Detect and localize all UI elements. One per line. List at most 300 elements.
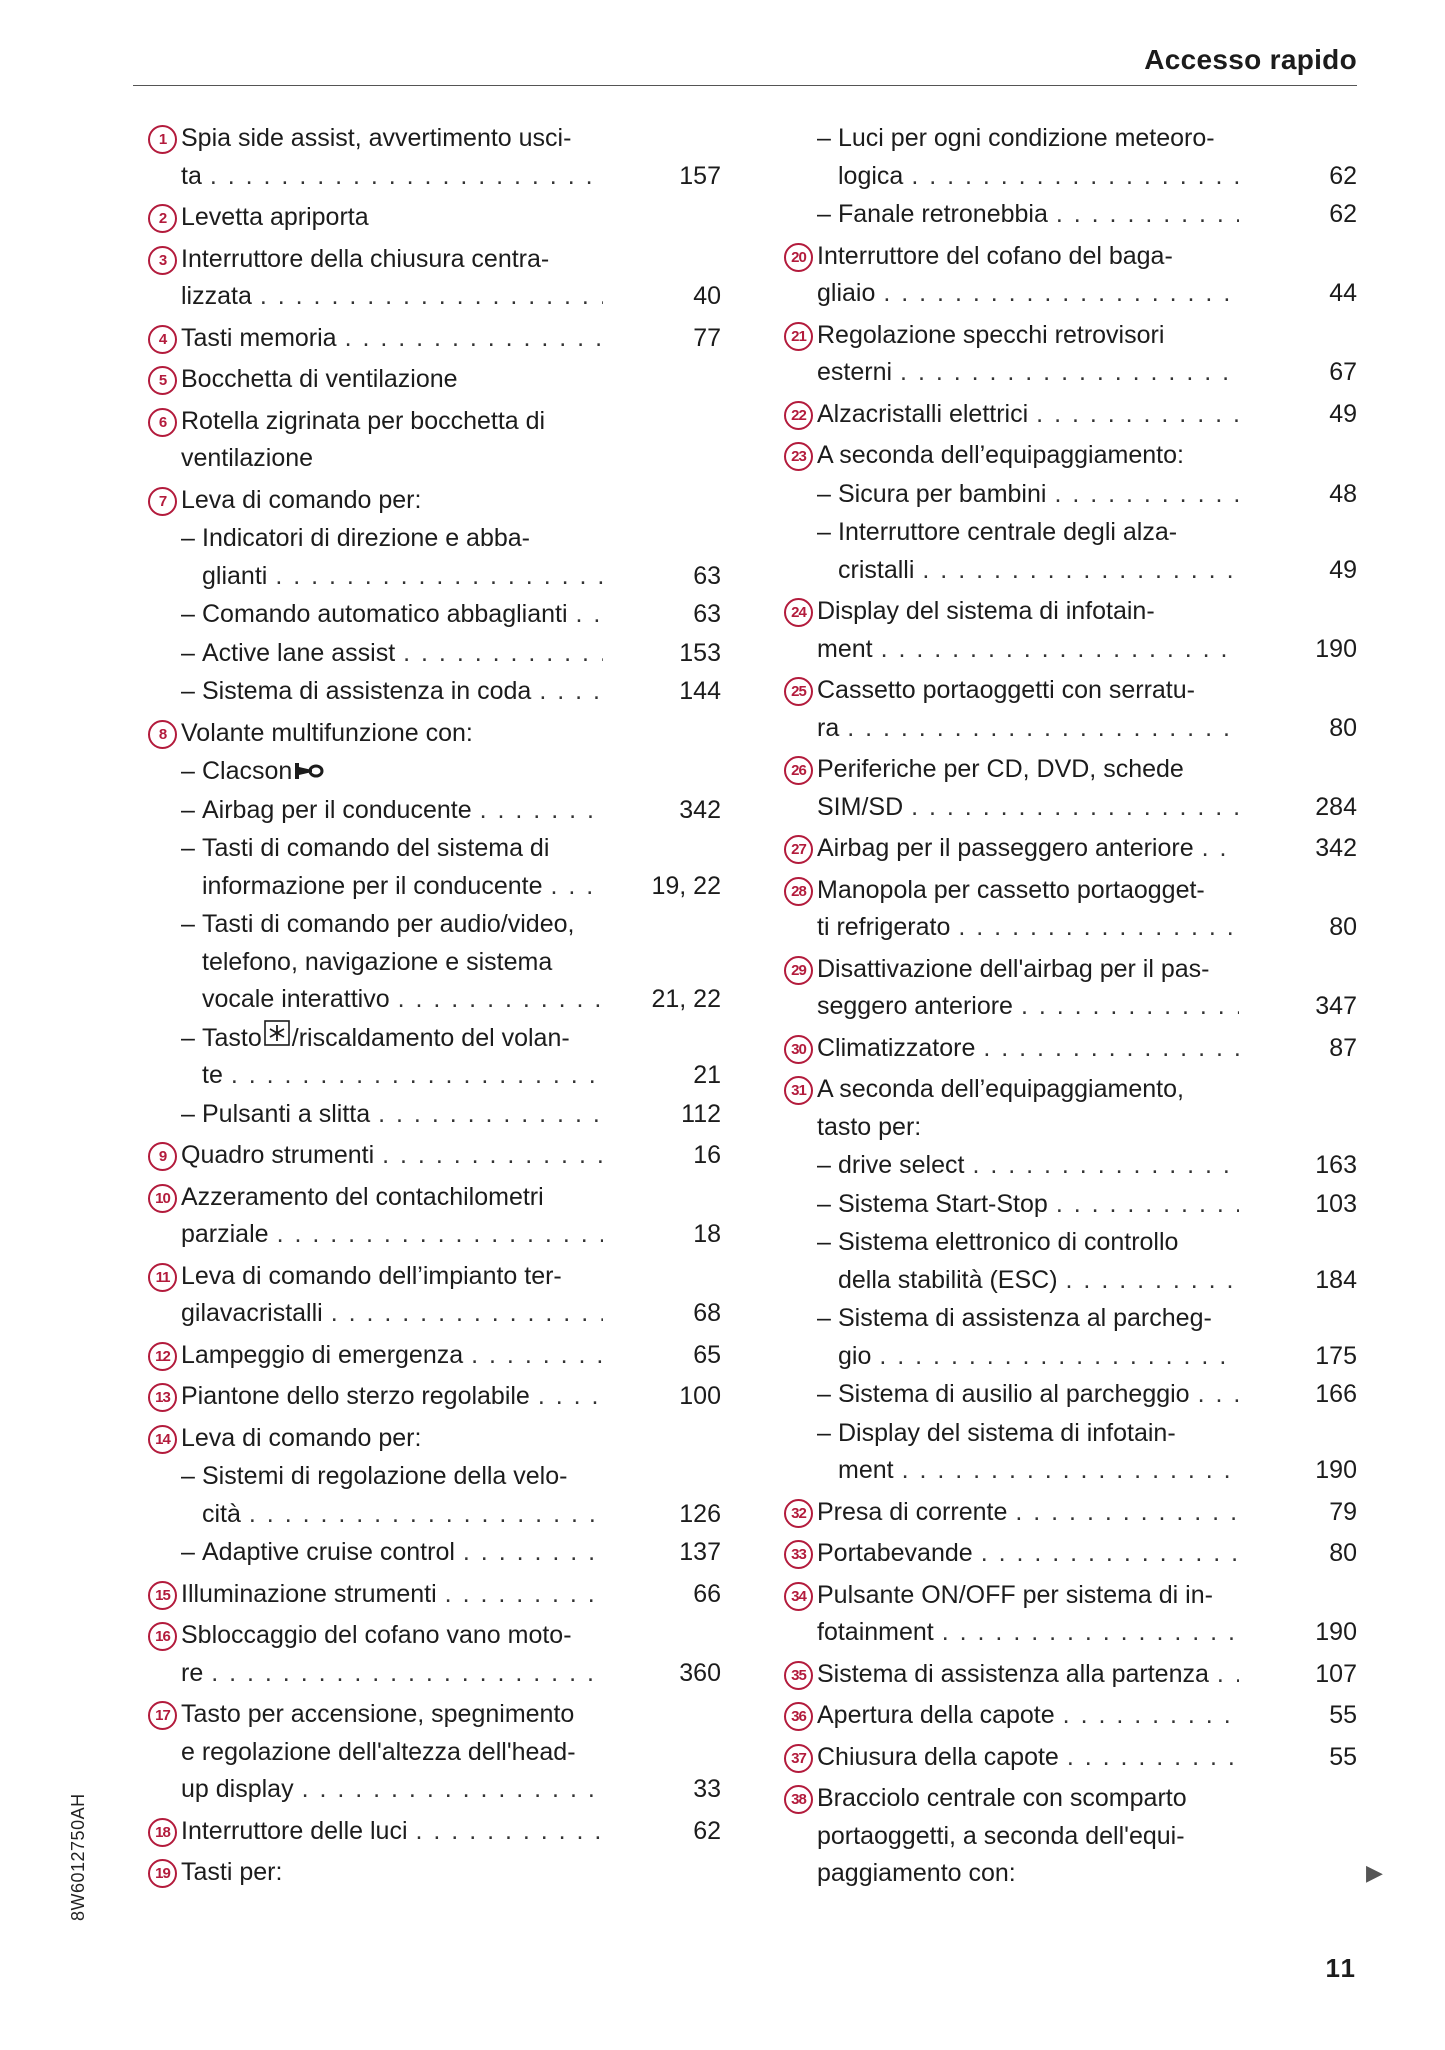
index-entry[interactable] (148, 1420, 721, 1458)
page-reference[interactable]: 66 (693, 1579, 721, 1608)
page-reference[interactable]: 62 (1329, 200, 1357, 228)
entry-line (181, 120, 721, 158)
entry-line (817, 751, 1357, 789)
entry-text: lizzata (181, 282, 252, 310)
entry-text: Rotella zigrinata per bocchetta di (181, 406, 546, 435)
entry-line (202, 1458, 721, 1496)
sub-item[interactable] (784, 1186, 1357, 1224)
page-reference[interactable]: 103 (1315, 1189, 1357, 1218)
page-reference[interactable]: 153 (679, 638, 721, 667)
page-reference[interactable]: 79 (1329, 1497, 1357, 1526)
page-reference[interactable]: 163 (1315, 1151, 1357, 1179)
entry-line (202, 981, 721, 1019)
index-entry[interactable] (784, 751, 1357, 826)
entry-text: Lampeggio di emergenza (181, 1340, 464, 1369)
entry-line (202, 596, 721, 634)
entry-line (181, 1696, 721, 1734)
entry-line (181, 1258, 721, 1296)
index-entry[interactable] (784, 1071, 1357, 1146)
entry-line (817, 872, 1357, 910)
callout-number-badge: 12 (148, 1342, 177, 1371)
callout-number-badge: 10 (148, 1184, 177, 1213)
dot-leader (1048, 196, 1239, 234)
entry-text: gliaio (817, 279, 876, 307)
dot-leader (892, 354, 1239, 392)
entry-text: Climatizzatore (817, 1033, 976, 1062)
page-reference[interactable]: 65 (693, 1340, 721, 1369)
dot-leader (914, 552, 1239, 590)
entry-line (817, 1780, 1357, 1818)
dot-leader (267, 558, 603, 596)
callout-number-badge: 7 (148, 487, 177, 516)
callout-number-badge: 20 (784, 243, 813, 272)
index-entry[interactable] (784, 1535, 1357, 1573)
entry-line (838, 196, 1357, 234)
page-reference[interactable]: 87 (1329, 1033, 1357, 1062)
entry-line (838, 1338, 1357, 1376)
index-entry[interactable] (784, 1656, 1357, 1694)
index-entry[interactable] (148, 1337, 721, 1375)
entry-line (817, 1818, 1357, 1856)
page-reference[interactable]: 21 (693, 1061, 721, 1089)
sub-item[interactable] (148, 635, 721, 673)
page-reference[interactable]: 284 (1315, 792, 1357, 821)
entry-text: Airbag per il passeggero anteriore (817, 834, 1194, 862)
callout-number-badge: 18 (148, 1818, 177, 1847)
entry-line (181, 403, 721, 441)
index-entry[interactable] (784, 593, 1357, 668)
page-reference[interactable]: 126 (679, 1499, 721, 1528)
dot-leader (455, 1534, 603, 1572)
sub-item[interactable] (784, 476, 1357, 514)
page-reference[interactable]: 190 (1315, 1456, 1357, 1484)
entry-text: Tasti per: (181, 1858, 283, 1886)
index-entry[interactable] (784, 437, 1357, 475)
entry-line (817, 988, 1357, 1026)
page-reference[interactable]: 342 (1315, 834, 1357, 862)
dash-bullet: – (817, 1418, 831, 1447)
callout-number-badge: 15 (148, 1581, 177, 1610)
entry-text: Leva di comando per: (181, 485, 422, 514)
entry-line (181, 1617, 721, 1655)
page-reference[interactable]: 33 (693, 1775, 721, 1803)
entry-text: Spia side assist, avvertimento usci- (181, 124, 572, 152)
index-entry[interactable] (784, 317, 1357, 392)
entry-line (817, 909, 1357, 947)
entry-line (817, 317, 1357, 355)
entry-text: Leva di comando dell’impianto ter- (181, 1261, 562, 1290)
entry-line (817, 830, 1357, 868)
dot-leader (1190, 1376, 1239, 1414)
entry-text: Interruttore della chiusura centra- (181, 244, 550, 273)
dash-bullet: – (181, 795, 195, 824)
page-reference[interactable]: 190 (1315, 1618, 1357, 1646)
page-reference[interactable]: 80 (1329, 1539, 1357, 1567)
entry-line (838, 1147, 1357, 1185)
sub-item[interactable] (148, 520, 721, 595)
index-entry[interactable] (148, 120, 721, 195)
dot-leader (839, 710, 1239, 748)
entry-text: re (181, 1658, 204, 1687)
entry-line (838, 1224, 1357, 1262)
index-entry[interactable] (784, 1494, 1357, 1532)
entry-line (817, 354, 1357, 392)
entry-line (181, 199, 721, 237)
entry-text: Interruttore centrale degli alza- (838, 518, 1178, 546)
entry-text: ment (838, 1456, 894, 1484)
sub-item[interactable] (784, 1300, 1357, 1375)
page-reference[interactable]: 62 (693, 1816, 721, 1845)
index-entry[interactable] (148, 1696, 721, 1809)
page-reference[interactable]: 19, 22 (651, 871, 721, 900)
entry-line (202, 520, 721, 558)
entry-line (181, 715, 721, 753)
entry-line (202, 1020, 721, 1058)
callout-number-badge: 17 (148, 1701, 177, 1730)
dot-leader (202, 158, 603, 196)
dot-leader (568, 596, 603, 634)
entry-text: telefono, navigazione e sistema (202, 947, 553, 976)
sub-item[interactable] (148, 673, 721, 711)
index-entry[interactable] (784, 1577, 1357, 1652)
entry-text: Manopola per cassetto portaogget- (817, 875, 1205, 904)
callout-number-badge: 2 (148, 204, 177, 233)
entry-text: Display del sistema di infotain- (817, 597, 1155, 625)
entry-text: Pulsanti a slitta (202, 1099, 371, 1128)
index-entry[interactable] (784, 1739, 1357, 1777)
sub-item[interactable] (148, 1020, 721, 1095)
index-entry[interactable] (784, 672, 1357, 747)
entry-line (817, 672, 1357, 710)
callout-number-badge: 9 (148, 1142, 177, 1171)
entry-line (817, 1739, 1357, 1777)
dot-leader (294, 1771, 603, 1809)
dot-leader (1058, 1262, 1239, 1300)
dash-bullet: – (181, 638, 195, 667)
callout-number-badge: 25 (784, 677, 813, 706)
entry-text: Interruttore del cofano del baga- (817, 241, 1173, 270)
page-reference[interactable]: 49 (1329, 399, 1357, 428)
entry-line (181, 1854, 721, 1892)
page-reference[interactable]: 80 (1329, 713, 1357, 742)
index-entry[interactable] (148, 1813, 721, 1851)
sub-item[interactable] (784, 120, 1357, 195)
entry-text: SIM/SD (817, 792, 904, 821)
index-entry[interactable] (148, 715, 721, 753)
sub-item[interactable] (784, 196, 1357, 234)
callout-number-badge: 27 (784, 835, 813, 864)
entry-line (202, 558, 721, 596)
sub-item[interactable] (784, 514, 1357, 589)
dot-leader (1046, 476, 1239, 514)
entry-text: Illuminazione strumenti (181, 1579, 437, 1608)
entry-line (181, 1655, 721, 1693)
dot-leader (437, 1576, 603, 1614)
index-entry[interactable] (148, 199, 721, 237)
index-entry[interactable] (148, 361, 721, 399)
entry-line (202, 792, 721, 830)
page-reference[interactable]: 63 (693, 600, 721, 628)
dot-leader (252, 278, 603, 316)
entry-line (181, 1576, 721, 1614)
entry-line (838, 476, 1357, 514)
page-reference[interactable]: 100 (679, 1382, 721, 1410)
entry-text: Tasti di comando per audio/video, (202, 910, 575, 938)
dot-leader (374, 1137, 603, 1175)
index-entry[interactable] (148, 1617, 721, 1692)
dot-leader (964, 1147, 1239, 1185)
entry-line (181, 1771, 721, 1809)
entry-text: Quadro strumenti (181, 1141, 375, 1169)
entry-line (202, 944, 721, 982)
dash-bullet: – (817, 1189, 831, 1218)
dash-bullet: – (181, 834, 195, 862)
entry-line (181, 320, 721, 358)
entry-line (202, 1534, 721, 1572)
index-entry[interactable] (148, 1576, 721, 1614)
callout-number-badge: 29 (784, 956, 813, 985)
dot-leader (1007, 1494, 1239, 1532)
entry-text: up display (181, 1775, 294, 1803)
callout-number-badge: 37 (784, 1744, 813, 1773)
callout-number-badge: 23 (784, 442, 813, 471)
dash-bullet: – (181, 600, 195, 628)
entry-line (202, 906, 721, 944)
entry-text: Periferiche per CD, DVD, schede (817, 755, 1184, 783)
entry-text: Luci per ogni condizione meteoro- (838, 124, 1215, 152)
entry-line (817, 1697, 1357, 1735)
index-entry[interactable] (148, 1258, 721, 1333)
entry-text-part: Clacson (202, 757, 293, 785)
entry-text: gilavacristalli (181, 1299, 323, 1327)
dot-leader (203, 1655, 603, 1693)
page-reference[interactable]: 175 (1315, 1341, 1357, 1370)
dot-leader (875, 275, 1239, 313)
entry-line (817, 1614, 1357, 1652)
page-reference[interactable]: 49 (1329, 555, 1357, 584)
entry-line (202, 830, 721, 868)
entry-text: ti refrigerato (817, 913, 951, 941)
entry-line (817, 238, 1357, 276)
entry-line (838, 514, 1357, 552)
dot-leader (1059, 1739, 1239, 1777)
index-entry[interactable] (784, 872, 1357, 947)
entry-text: Airbag per il conducente (202, 795, 472, 824)
entry-line (817, 1535, 1357, 1573)
sub-item[interactable] (784, 1415, 1357, 1490)
entry-text: Adaptive cruise control (202, 1538, 455, 1566)
entry-text: cità (202, 1499, 241, 1528)
dot-leader (1013, 988, 1239, 1026)
page-reference[interactable]: 48 (1329, 479, 1357, 508)
sub-item[interactable] (148, 792, 721, 830)
sub-item[interactable] (148, 1534, 721, 1572)
entry-text: Active lane assist (202, 638, 396, 667)
entry-text: A seconda dell’equipaggiamento: (817, 441, 1184, 469)
index-entry[interactable] (784, 951, 1357, 1026)
entry-text: e regolazione dell'altezza dell'head- (181, 1737, 576, 1766)
entry-line (838, 1415, 1357, 1453)
entry-text: Apertura della capote (817, 1701, 1055, 1729)
entry-line (181, 1216, 721, 1254)
entry-line (817, 951, 1357, 989)
page-reference[interactable]: 360 (679, 1658, 721, 1687)
entry-line (817, 275, 1357, 313)
entry-text: ment (817, 634, 873, 663)
entry-text: Interruttore delle luci (181, 1816, 408, 1845)
entry-line (838, 1300, 1357, 1338)
index-entry[interactable] (784, 1780, 1357, 1893)
entry-text: Azzeramento del contachilometri (181, 1182, 544, 1211)
dash-bullet: – (181, 1538, 195, 1566)
entry-text: logica (838, 161, 904, 190)
index-entry[interactable] (784, 1030, 1357, 1068)
entry-line (838, 1262, 1357, 1300)
entry-text: Sistemi di regolazione della velo- (202, 1462, 568, 1490)
index-entry[interactable] (784, 1697, 1357, 1735)
entry-text: te (202, 1061, 223, 1089)
dot-leader (390, 981, 603, 1019)
page-reference[interactable]: 190 (1315, 634, 1357, 663)
dot-leader (530, 1378, 603, 1416)
page-reference[interactable]: 184 (1315, 1265, 1357, 1294)
entry-text-part: Tasto (202, 1023, 262, 1052)
entry-line (181, 1137, 721, 1175)
entry-text: paggiamento con: (817, 1859, 1016, 1887)
sub-item[interactable] (148, 1096, 721, 1134)
page-reference[interactable]: 80 (1329, 913, 1357, 941)
entry-line (181, 278, 721, 316)
entry-line (181, 1295, 721, 1333)
sub-item[interactable] (148, 753, 721, 791)
entry-line (817, 631, 1357, 669)
page-reference[interactable]: 44 (1329, 279, 1357, 307)
entry-line (181, 1378, 721, 1416)
page-reference[interactable]: 62 (1329, 161, 1357, 190)
page-reference[interactable]: 18 (693, 1220, 721, 1248)
page-reference[interactable]: 21, 22 (651, 985, 721, 1013)
index-entry[interactable] (148, 1179, 721, 1254)
dot-leader (894, 1452, 1239, 1490)
index-entry[interactable] (148, 1378, 721, 1416)
dot-leader (871, 1338, 1239, 1376)
entry-text: Presa di corrente (817, 1497, 1008, 1526)
sub-item[interactable] (784, 1376, 1357, 1414)
dash-bullet: – (817, 1304, 831, 1332)
sub-item[interactable] (148, 830, 721, 905)
page-reference[interactable]: 55 (1329, 1701, 1357, 1729)
callout-number-badge: 28 (784, 877, 813, 906)
entry-text: Cassetto portaoggetti con serratu- (817, 676, 1195, 704)
asterisk-key-icon (264, 1020, 290, 1058)
index-entry[interactable] (148, 403, 721, 478)
section-title: Accesso rapido (1144, 44, 1357, 75)
page-reference[interactable]: 63 (693, 561, 721, 590)
index-entry[interactable] (148, 320, 721, 358)
index-entry[interactable] (784, 238, 1357, 313)
entry-text: fotainment (817, 1618, 934, 1646)
index-entry[interactable] (784, 830, 1357, 868)
dot-leader (395, 635, 603, 673)
dot-leader (408, 1813, 603, 1851)
callout-number-badge: 4 (148, 325, 177, 354)
page-reference[interactable]: 67 (1329, 358, 1357, 386)
entry-line (817, 710, 1357, 748)
page-reference[interactable]: 77 (693, 323, 721, 352)
entry-text: Disattivazione dell'airbag per il pas- (817, 954, 1210, 983)
entry-text: Bocchetta di ventilazione (181, 365, 458, 393)
dash-bullet: – (181, 1023, 195, 1052)
page-reference[interactable]: 137 (679, 1538, 721, 1566)
entry-line (181, 241, 721, 279)
entry-text: A seconda dell’equipaggiamento, (817, 1075, 1184, 1103)
sub-item[interactable] (148, 906, 721, 1019)
sub-item[interactable] (784, 1224, 1357, 1299)
index-entry[interactable] (148, 1137, 721, 1175)
entry-line (817, 437, 1357, 475)
page-reference[interactable]: 144 (679, 677, 721, 705)
dot-leader (903, 789, 1239, 827)
dot-leader (1209, 1656, 1239, 1694)
dot-leader (1048, 1186, 1239, 1224)
page-reference[interactable]: 166 (1315, 1380, 1357, 1408)
index-entry[interactable] (148, 1854, 721, 1892)
dot-leader (1055, 1697, 1239, 1735)
page-reference[interactable]: 157 (679, 161, 721, 190)
entry-line (181, 361, 721, 399)
entry-text: vocale interattivo (202, 985, 390, 1013)
page-reference[interactable]: 40 (693, 282, 721, 310)
callout-number-badge: 24 (784, 598, 813, 627)
entry-line (817, 396, 1357, 434)
entry-line (202, 1496, 721, 1534)
page-reference[interactable]: 55 (1329, 1742, 1357, 1771)
dot-leader (223, 1057, 603, 1095)
entry-line (838, 1376, 1357, 1414)
sub-item[interactable] (784, 1147, 1357, 1185)
page-reference[interactable]: 16 (693, 1141, 721, 1169)
page-reference[interactable]: 107 (1315, 1659, 1357, 1688)
dot-leader (531, 673, 603, 711)
entry-line (181, 1337, 721, 1375)
entry-text: della stabilità (ESC) (838, 1265, 1058, 1294)
page-reference[interactable]: 342 (679, 795, 721, 824)
callout-number-badge: 22 (784, 401, 813, 430)
callout-number-badge: 11 (148, 1263, 177, 1292)
page-reference[interactable]: 68 (693, 1299, 721, 1327)
entry-line (817, 1656, 1357, 1694)
entry-text: Sistema Start-Stop (838, 1189, 1048, 1218)
index-entry[interactable] (148, 241, 721, 316)
entry-line (817, 1855, 1357, 1893)
entry-line (817, 1030, 1357, 1068)
dash-bullet: – (181, 524, 195, 552)
page-reference[interactable]: 347 (1315, 992, 1357, 1020)
dot-leader (472, 792, 603, 830)
page-reference[interactable]: 112 (681, 1099, 721, 1128)
entry-text: glianti (202, 561, 268, 590)
index-entry[interactable] (148, 482, 721, 520)
sub-item[interactable] (148, 596, 721, 634)
index-entry[interactable] (784, 396, 1357, 434)
dot-leader (873, 631, 1239, 669)
entry-line (817, 593, 1357, 631)
dash-bullet: – (817, 124, 831, 152)
dot-leader (903, 158, 1239, 196)
entry-line (838, 158, 1357, 196)
entry-text: Tasto per accensione, spegnimento (181, 1700, 575, 1728)
sub-item[interactable] (148, 1458, 721, 1533)
